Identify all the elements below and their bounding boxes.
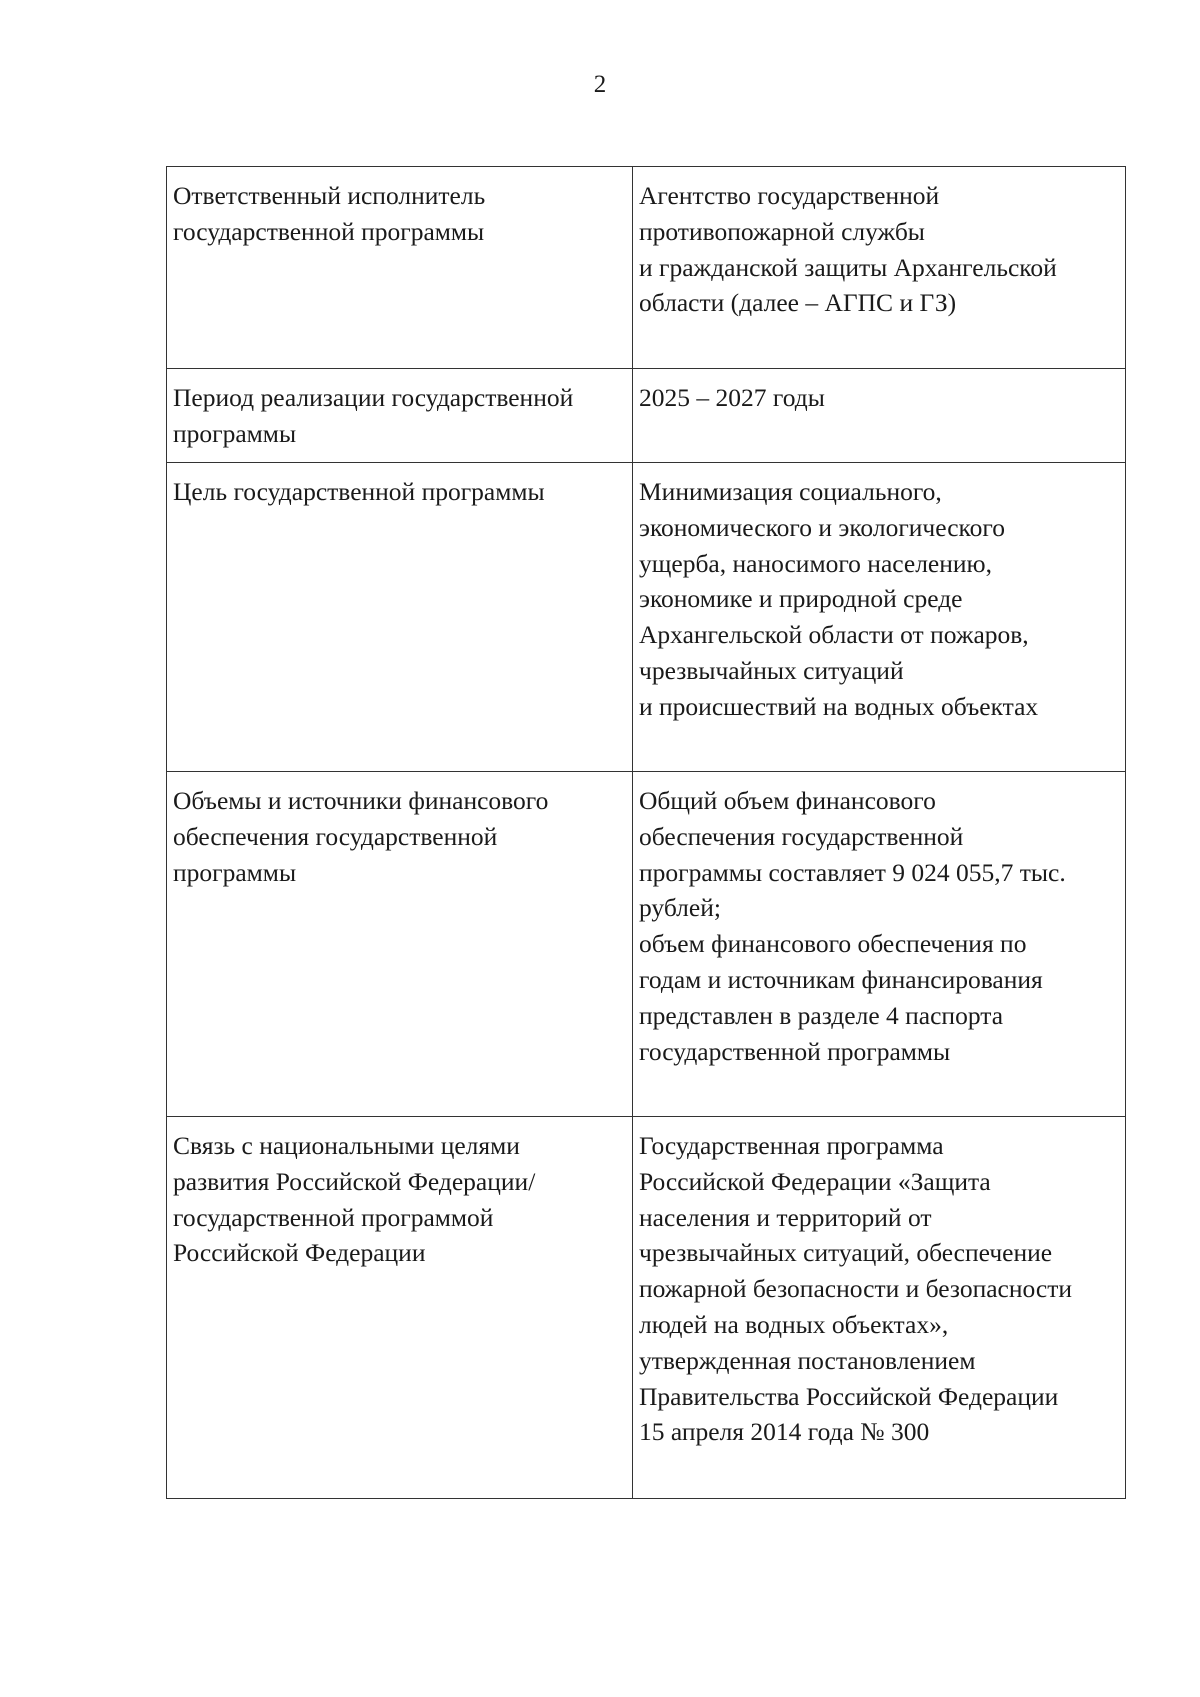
- row-label-financing: Объемы и источники финансового обеспечения государственной программы: [167, 772, 633, 1117]
- row-value-responsible-executor: Агентство государственной противопожарной службы и гражданской защиты Архангельской области (далее – АГПС и ГЗ): [633, 167, 1126, 369]
- row-value-national-goals-link: Государственная программа Российской Федерации «Защита населения и территорий от чрезвычайных ситуаций, обеспечение пожарной безопасности и безопасности людей на водных объектах», утвержденная постановлением Правительства Российской Федерации 15 апреля 2014 года № 300: [633, 1117, 1126, 1499]
- row-label-responsible-executor: Ответственный исполнитель государственной программы: [167, 167, 633, 369]
- row-value-financing: Общий объем финансового обеспечения государственной программы составляет 9 024 055,7 тыс. рублей; объем финансового обеспечения по годам и источникам финансирования представлен в разделе 4 паспорта государственной программы: [633, 772, 1126, 1117]
- table-row-financing: [167, 772, 1126, 1117]
- row-label-program-goal: Цель государственной программы: [167, 463, 633, 772]
- row-label-implementation-period: Период реализации государственной программы: [167, 369, 633, 463]
- row-value-program-goal: Минимизация социального, экономического и экологического ущерба, наносимого населению, экономике и природной среде Архангельской области от пожаров, чрезвычайных ситуаций и происшествий на водных объектах: [633, 463, 1126, 772]
- table-row-responsible-executor: [167, 167, 1126, 369]
- row-value-implementation-period: 2025 – 2027 годы: [633, 369, 1126, 463]
- page-number: 2: [593, 71, 607, 98]
- table-row-national-goals-link: [167, 1117, 1126, 1499]
- program-passport-table: [166, 166, 1126, 1499]
- table-row-program-goal: [167, 463, 1126, 772]
- table-row-implementation-period: [167, 369, 1126, 463]
- row-label-national-goals-link: Связь с национальными целями развития Российской Федерации/ государственной программой Российской Федерации: [167, 1117, 633, 1499]
